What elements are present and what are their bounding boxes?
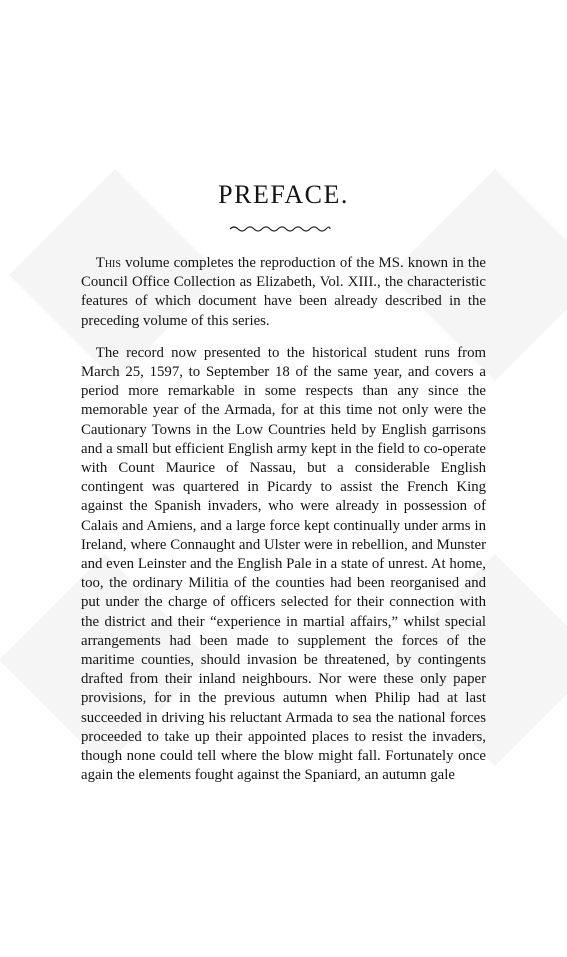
paragraph-text: volume completes the reproduction of the MS. known in the Council Office Collection as Elizabeth, Vol. XIII., the characteristic features of which document have been already described in the preceding volume of this series.	[81, 255, 486, 329]
preface-body	[81, 254, 486, 785]
paragraph-2	[81, 344, 486, 786]
paragraph-text: The record now presented to the historical student runs from March 25, 1597, to September 18 of the same year, and covers a period more remarkable in some respects than any since the memorable year of the Armada, for at this time not only were the Cautionary Towns in the Low Countries held by English garrisons and a small but efficient English army kept in the field to co-operate with Count Maurice of Nassau, but a considerable English contingent was quartered in Picardy to assist the French King against the Spanish invaders, who were already in possession of Calais and Amiens, and a large force kept continually under arms in Ireland, where Connaught and Ulster were in rebellion, and Munster and even Leinster and the English Pale in a state of unrest. At home, too, the ordinary Militia of the counties had been reorganised and put under the charge of officers selected for their connection with the district and their “experience in martial affairs,” whilst special arrangements had been made to supplement the forces of the maritime counties, should invasion be threatened, by contingents drafted from their inland neighbours. Nor were these only paper provisions, for in the previous autumn when Philip had at last succeeded in driving his reluctant Armada to sea the national forces proceeded to take up their appointed places to resist the invaders, though none could tell where the blow might fall. Fortunately once again the elements fought against the Spaniard, an autumn gale	[81, 344, 486, 784]
paragraph-lead-word: This	[95, 255, 121, 271]
paragraph-1	[81, 254, 486, 331]
wavy-ornament-icon	[228, 224, 332, 234]
page-heading: PREFACE.	[218, 180, 349, 209]
